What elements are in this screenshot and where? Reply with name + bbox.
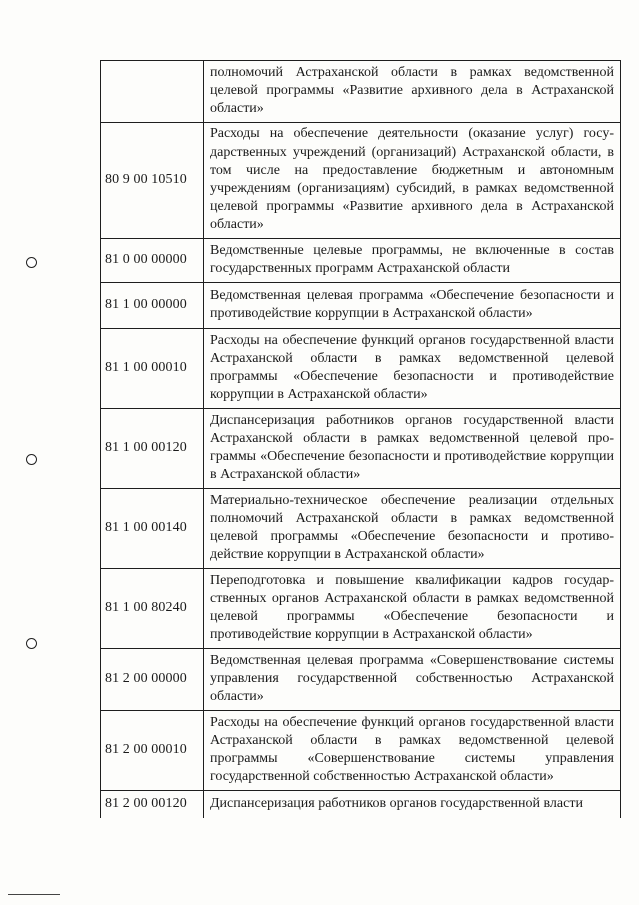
expense-description: Диспансеризация работников органов государственной власти Астраханской области в рамках ведомственной целевой программы «Обеспечение безопасности и противодействие коррупции в Астраханской области» xyxy=(204,409,621,489)
expense-description: Диспансеризация работников органов государственной власти xyxy=(204,791,621,818)
punch-hole-middle xyxy=(26,454,37,465)
budget-classification-table xyxy=(100,60,621,818)
table-row xyxy=(101,239,621,283)
classification-code: 81 1 00 00000 xyxy=(101,283,204,329)
classification-code: 81 1 00 00010 xyxy=(101,329,204,409)
classification-code: 81 2 00 00000 xyxy=(101,649,204,711)
classification-code: 81 1 00 00140 xyxy=(101,489,204,569)
expense-description: Расходы на обеспечение функций органов государственной власти Астраханской области в рамках ведомственной целевой программы «Обеспечение безопасности и противодействие коррупции в Астраханской области» xyxy=(204,329,621,409)
classification-code xyxy=(101,61,204,123)
table-row xyxy=(101,569,621,649)
expense-description: Расходы на обеспечение деятельности (оказание услуг) государственных учреждений (организаций) Астраханской области, в том числе на предоставление бюджетным и автономным учреждениям (организациям) субсидий, в рамках ведомственной целевой программы «Развитие архивного дела в Астраханской области» xyxy=(204,123,621,239)
table-row xyxy=(101,649,621,711)
table-row xyxy=(101,711,621,791)
classification-code: 81 2 00 00010 xyxy=(101,711,204,791)
classification-code: 81 2 00 00120 xyxy=(101,791,204,818)
classification-code: 81 1 00 00120 xyxy=(101,409,204,489)
expense-description: Ведомственная целевая программа «Совершенствование системы управления государственной собственностью Астраханской области» xyxy=(204,649,621,711)
table-row xyxy=(101,409,621,489)
expense-description: Переподготовка и повышение квалификации кадров государственных органов Астраханской области в рамках ведомственной целевой программы «Обеспечение безопасности и противодействие коррупции в Астраханской области» xyxy=(204,569,621,649)
expense-description: полномочий Астраханской области в рамках ведомственной целевой программы «Развитие архивного дела в Астраханской области» xyxy=(204,61,621,123)
table-row xyxy=(101,329,621,409)
classification-code: 81 1 00 80240 xyxy=(101,569,204,649)
expense-description: Расходы на обеспечение функций органов государственной власти Астраханской области в рамках ведомственной целевой программы «Совершенствование системы управления государственной собственностью Астраханской области» xyxy=(204,711,621,791)
table-row xyxy=(101,791,621,818)
table-row xyxy=(101,283,621,329)
table-row xyxy=(101,489,621,569)
expense-description: Ведомственные целевые программы, не включенные в состав государственных программ Астраханской области xyxy=(204,239,621,283)
classification-code: 80 9 00 10510 xyxy=(101,123,204,239)
table-row xyxy=(101,61,621,123)
footer-rule xyxy=(8,894,60,895)
table-row xyxy=(101,123,621,239)
classification-code: 81 0 00 00000 xyxy=(101,239,204,283)
expense-description: Материально-техническое обеспечение реализации отдельных полномочий Астраханской области в рамках ведомственной целевой программы «Обеспечение безопасности и противодействие коррупции в Астраханской области» xyxy=(204,489,621,569)
punch-hole-top xyxy=(26,257,37,268)
expense-description: Ведомственная целевая программа «Обеспечение безопасности и противодействие коррупции в Астраханской области» xyxy=(204,283,621,329)
punch-hole-bottom xyxy=(26,638,37,649)
